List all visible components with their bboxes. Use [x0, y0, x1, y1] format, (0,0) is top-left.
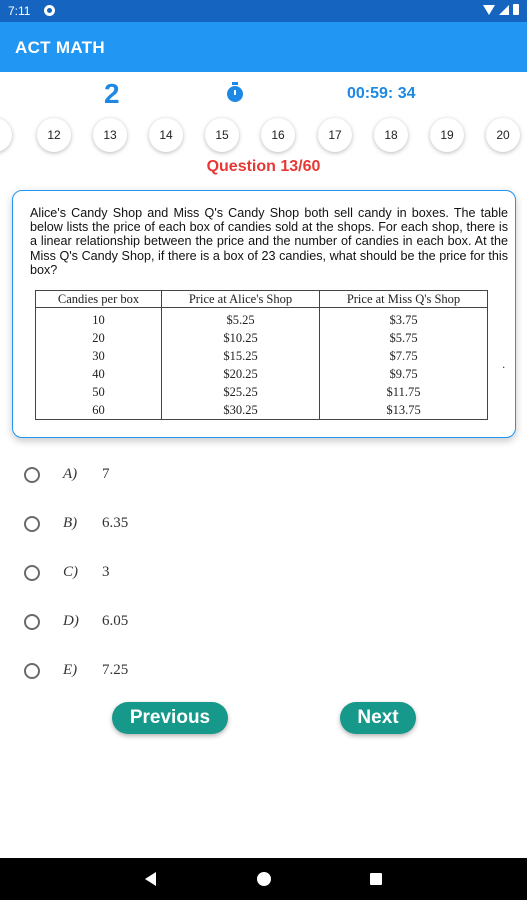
table-cell: 50: [36, 384, 162, 402]
table-row: [36, 348, 488, 366]
answered-counter: 2: [104, 78, 120, 109]
table-row: [36, 384, 488, 402]
option-letter: B): [63, 515, 78, 531]
radio-button[interactable]: [24, 467, 40, 483]
option-value: 7.25: [102, 662, 129, 678]
status-bar: [0, 0, 527, 22]
table-cell: 10: [36, 312, 162, 330]
price-table: [35, 290, 488, 420]
app-bar: [0, 22, 527, 72]
table-cell: 20: [36, 330, 162, 348]
table-cell: $15.25: [162, 348, 320, 366]
table-cell: $3.75: [320, 312, 488, 330]
question-nav-item[interactable]: 14: [149, 118, 183, 152]
status-icons: [483, 4, 519, 15]
table-cell: $10.25: [162, 330, 320, 348]
option-value: 3: [102, 564, 110, 580]
option-letter: E): [63, 662, 78, 678]
question-number-label: Question 13/60: [206, 158, 321, 175]
answer-option-c[interactable]: [22, 560, 322, 586]
option-letter: C): [63, 564, 78, 580]
cast-icon: [44, 5, 55, 16]
table-cell: $5.75: [320, 330, 488, 348]
option-value: 6.35: [102, 515, 129, 531]
table-cell: $11.75: [320, 384, 488, 402]
next-button[interactable]: Next: [340, 702, 416, 734]
battery-icon: [513, 4, 519, 15]
table-cell: $9.75: [320, 366, 488, 384]
question-card: [12, 190, 516, 438]
option-value: 6.05: [102, 613, 129, 629]
table-header: Price at Alice's Shop: [162, 291, 320, 308]
app-title: ACT MATH: [15, 38, 105, 57]
table-cell: 40: [36, 366, 162, 384]
table-trailing-period: .: [502, 357, 506, 371]
answer-option-b[interactable]: [22, 511, 322, 537]
table-cell: $20.25: [162, 366, 320, 384]
question-nav-item[interactable]: 12: [37, 118, 71, 152]
question-nav-item[interactable]: 17: [318, 118, 352, 152]
question-nav-item[interactable]: 19: [430, 118, 464, 152]
table-row: [36, 330, 488, 348]
table-cell: 60: [36, 402, 162, 420]
table-row: [36, 402, 488, 420]
stopwatch-icon: [227, 86, 243, 102]
table-cell: 30: [36, 348, 162, 366]
radio-button[interactable]: [24, 565, 40, 581]
status-time: 7:11: [8, 4, 31, 18]
table-cell: $25.25: [162, 384, 320, 402]
table-header: Price at Miss Q's Shop: [320, 291, 488, 308]
radio-button[interactable]: [24, 516, 40, 532]
answer-option-d[interactable]: [22, 609, 322, 635]
table-header: Candies per box: [36, 291, 162, 308]
radio-button[interactable]: [24, 614, 40, 630]
answer-option-a[interactable]: [22, 462, 322, 488]
option-letter: A): [63, 466, 78, 482]
table-cell: $13.75: [320, 402, 488, 420]
signal-icon: [499, 5, 509, 15]
question-navigator[interactable]: [0, 118, 527, 154]
answer-option-e[interactable]: [22, 658, 322, 684]
question-text: Alice's Candy Shop and Miss Q's Candy Shop both sell candy in boxes. The table below lists the price of each box of candies sold at the shops. For each shop, there is a linear relationship between the price and the number of candies in each box. At the Miss Q's Candy Shop, if there is a box of 23 candies, what should be the price for this box?: [30, 206, 508, 277]
question-nav-item[interactable]: 16: [261, 118, 295, 152]
table-cell: $5.25: [162, 312, 320, 330]
question-nav-item[interactable]: 13: [93, 118, 127, 152]
question-nav-item[interactable]: 18: [374, 118, 408, 152]
question-nav-item[interactable]: 20: [486, 118, 520, 152]
table-row: [36, 366, 488, 384]
radio-button[interactable]: [24, 663, 40, 679]
table-cell: $30.25: [162, 402, 320, 420]
table-row: [36, 312, 488, 330]
recents-icon[interactable]: [370, 873, 382, 885]
timer-text: 00:59: 34: [347, 85, 416, 102]
table-cell: $7.75: [320, 348, 488, 366]
home-icon[interactable]: [257, 872, 271, 886]
back-icon[interactable]: [145, 872, 156, 886]
wifi-icon: [483, 5, 495, 15]
option-letter: D): [63, 613, 79, 629]
system-navigation-bar: [0, 858, 527, 900]
question-nav-item[interactable]: [0, 118, 12, 152]
option-value: 7: [102, 466, 110, 482]
question-nav-item[interactable]: 15: [205, 118, 239, 152]
previous-button[interactable]: Previous: [112, 702, 228, 734]
